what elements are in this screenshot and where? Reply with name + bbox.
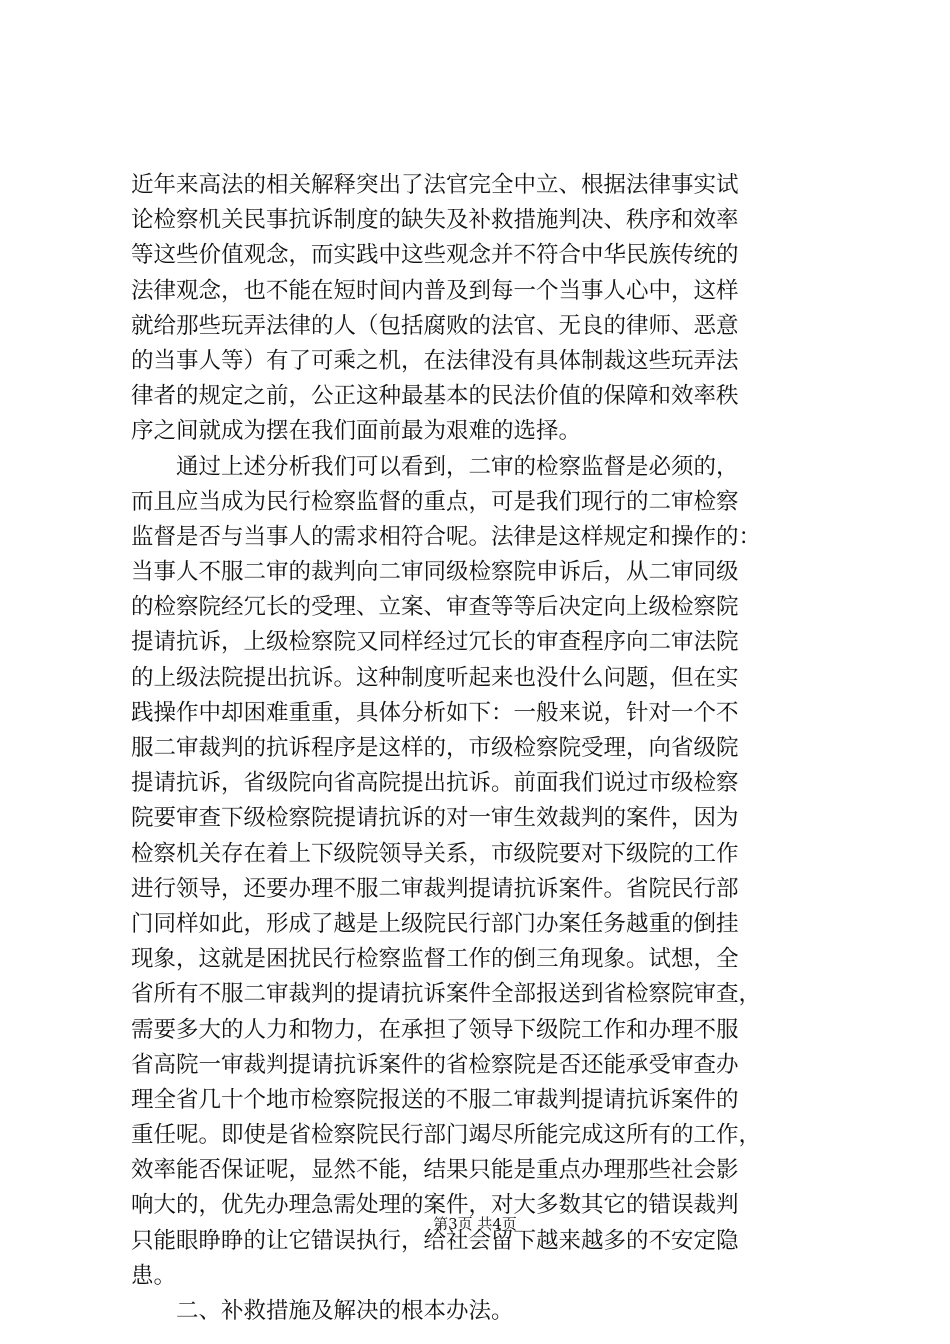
section-heading: 二、补救措施及解决的根本办法。	[131, 1298, 514, 1324]
text-line: 患。	[131, 1262, 177, 1289]
text-line: 法律观念，也不能在短时间内普及到每一个当事人心中，这样	[131, 277, 739, 304]
text-line: 的当事人等）有了可乘之机，在法律没有具体制裁这些玩弄法	[131, 347, 739, 374]
text-line: 而且应当成为民行检察监督的重点，可是我们现行的二审检察	[131, 488, 739, 515]
text-line: 当事人不服二审的裁判向二审同级检察院申诉后，从二审同级	[131, 559, 739, 586]
text-line: 门同样如此，形成了越是上级院民行部门办案任务越重的倒挂	[131, 910, 739, 937]
text-line: 响大的，优先办理急需处理的案件，对大多数其它的错误裁判	[131, 1192, 739, 1219]
text-line: 律者的规定之前，公正这种最基本的民法价值的保障和效率秩	[131, 383, 739, 410]
text-line: 省高院一审裁判提请抗诉案件的省检察院是否还能承受审查办	[131, 1051, 739, 1078]
text-line: 提请抗诉，省级院向省高院提出抗诉。前面我们说过市级检察	[131, 770, 739, 797]
body-text	[131, 168, 831, 1329]
text-line: 省所有不服二审裁判的提请抗诉案件全部报送到省检察院审查，	[131, 981, 762, 1008]
text-line: 践操作中却困难重重，具体分析如下：一般来说，针对一个不	[131, 699, 739, 726]
text-line: 的检察院经冗长的受理、立案、审查等等后决定向上级检察院	[131, 594, 739, 621]
text-line: 论检察机关民事抗诉制度的缺失及补救措施判决、秩序和效率	[131, 207, 739, 234]
text-line: 通过上述分析我们可以看到，二审的检察监督是必须的，	[131, 453, 739, 480]
text-line: 的上级法院提出抗诉。这种制度听起来也没什么问题，但在实	[131, 664, 739, 691]
text-line: 序之间就成为摆在我们面前最为艰难的选择。	[131, 418, 582, 445]
text-line: 服二审裁判的抗诉程序是这样的，市级检察院受理，向省级院	[131, 735, 739, 761]
text-line: 院要审查下级检察院提请抗诉的对一审生效裁判的案件，因为	[131, 805, 739, 832]
text-line: 现象，这就是困扰民行检察监督工作的倒三角现象。试想，全	[131, 946, 739, 973]
text-line: 理全省几十个地市检察院报送的不服二审裁判提请抗诉案件的	[131, 1086, 739, 1113]
text-line: 监督是否与当事人的需求相符合呢。法律是这样规定和操作的：	[131, 523, 762, 550]
text-line: 需要多大的人力和物力，在承担了领导下级院工作和办理不服	[131, 1016, 739, 1043]
text-line: 重任呢。即使是省检察院民行部门竭尽所能完成这所有的工作，	[131, 1122, 762, 1149]
text-line: 近年来高法的相关解释突出了法官完全中立、根据法律事实试	[131, 172, 739, 198]
page-footer: 第3页 共4页	[433, 1215, 517, 1233]
text-line: 只能眼睁睁的让它错误执行，给社会留下越来越多的不安定隐	[131, 1227, 739, 1254]
text-line: 效率能否保证呢，显然不能，结果只能是重点办理那些社会影	[131, 1157, 739, 1184]
text-line: 检察机关存在着上下级院领导关系，市级院要对下级院的工作	[131, 840, 739, 867]
text-line: 进行领导，还要办理不服二审裁判提请抗诉案件。省院民行部	[131, 875, 739, 902]
text-line: 等这些价值观念，而实践中这些观念并不符合中华民族传统的	[131, 242, 739, 269]
text-line: 就给那些玩弄法律的人（包括腐败的法官、无良的律师、恶意	[131, 312, 739, 339]
text-line: 提请抗诉，上级检察院又同样经过冗长的审查程序向二审法院	[131, 629, 739, 656]
